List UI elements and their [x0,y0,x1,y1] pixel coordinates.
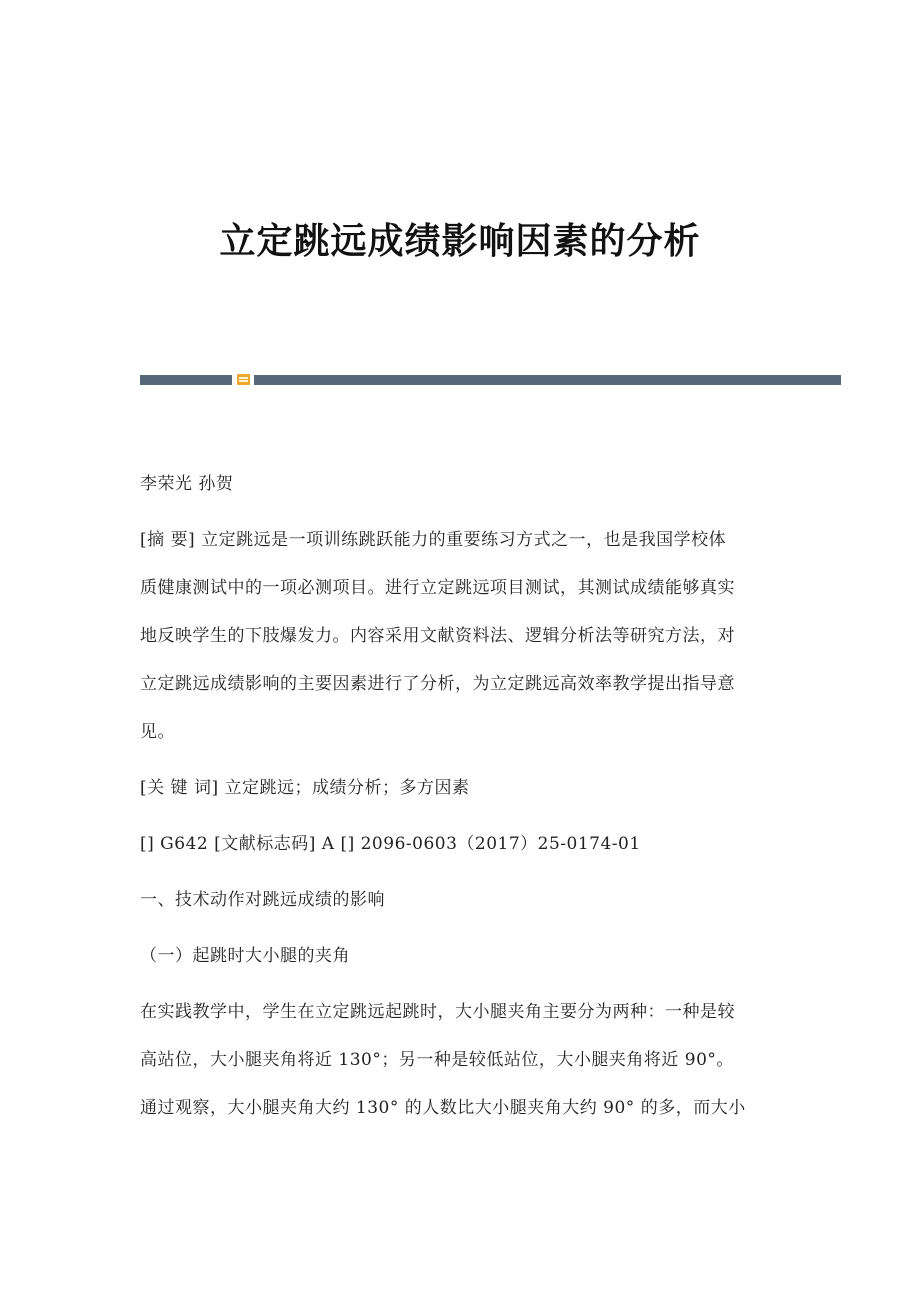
abstract-line: 质健康测试中的一项必测项目。进行立定跳远项目测试，其测试成绩能够真实 [140,578,735,598]
abstract-line: 见。 [140,722,175,742]
abstract-line: [摘 要] 立定跳远是一项训练跳跃能力的重要练习方式之一，也是我国学校体 [140,530,727,550]
authors: 李荣光 孙贺 [140,474,234,494]
keywords: [关 键 词] 立定跳远；成绩分析；多方因素 [140,778,470,798]
subsection-heading: （一）起跳时大小腿的夹角 [140,946,350,966]
abstract-line: 地反映学生的下肢爆发力。内容采用文献资料法、逻辑分析法等研究方法，对 [140,626,735,646]
body-line: 在实践教学中，学生在立定跳远起跳时，大小腿夹角主要分为两种：一种是较 [140,1002,735,1022]
divider-bar-right [254,375,841,385]
abstract-line: 立定跳远成绩影响的主要因素进行了分析，为立定跳远高效率教学提出指导意 [140,674,735,694]
classification-info: [] G642 [文献标志码] A [] 2096-0603（2017）25-0174-01 [140,834,641,854]
divider-bar-left [140,375,232,385]
body-line: 高站位，大小腿夹角将近 130°；另一种是较低站位，大小腿夹角将近 90°。 [140,1050,734,1070]
divider-ornament-icon [237,374,250,385]
section-heading: 一、技术动作对跳远成绩的影响 [140,890,385,910]
document-title: 立定跳远成绩影响因素的分析 [219,220,701,262]
title-divider [140,375,841,385]
body-line: 通过观察，大小腿夹角大约 130° 的人数比大小腿夹角大约 90° 的多，而大小 [140,1098,746,1118]
